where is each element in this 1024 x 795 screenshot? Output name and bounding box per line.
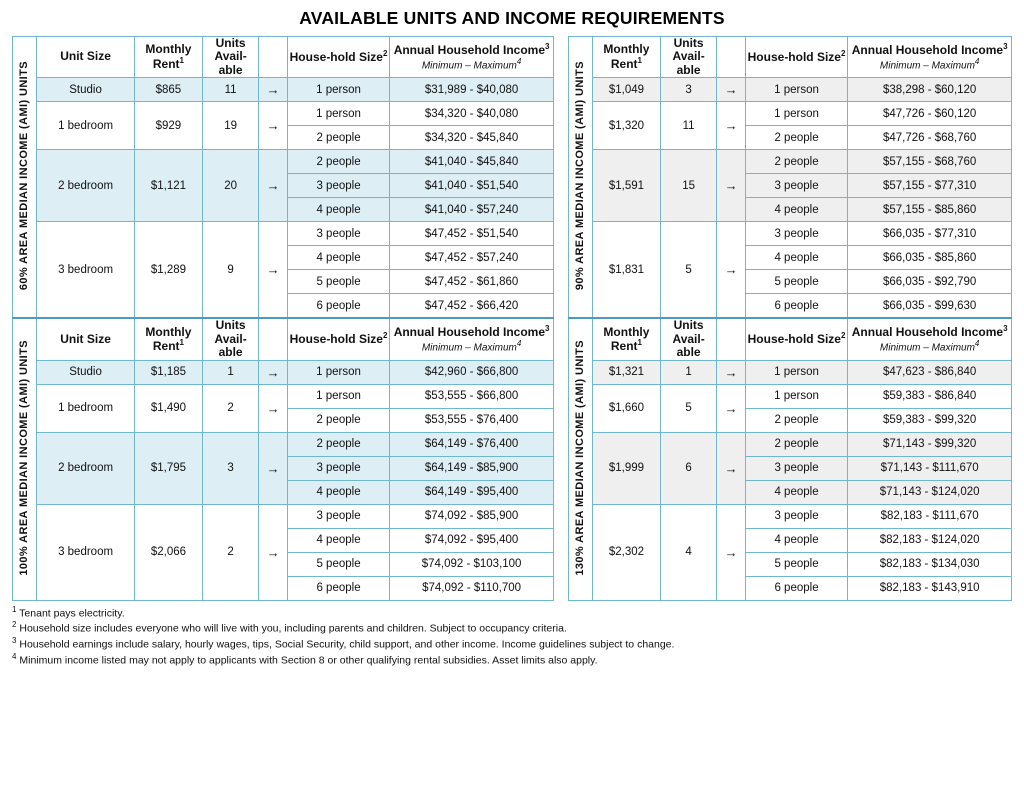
cell-monthly-rent: $1,121	[135, 150, 203, 222]
cell-annual-income: $47,726 - $60,120	[848, 102, 1012, 126]
arrow-icon: →	[259, 432, 287, 504]
cell-annual-income: $59,383 - $86,840	[848, 384, 1012, 408]
cell-household-size: 1 person	[745, 360, 848, 384]
cell-unit-size: 2 bedroom	[36, 150, 134, 222]
cell-annual-income: $66,035 - $99,630	[848, 294, 1012, 319]
cell-annual-income: $57,155 - $85,860	[848, 198, 1012, 222]
cell-annual-income: $82,183 - $111,670	[848, 504, 1012, 528]
cell-annual-income: $64,149 - $85,900	[390, 456, 554, 480]
header-arrow-spacer	[259, 318, 287, 360]
cell-units-available: 19	[202, 102, 259, 150]
cell-annual-income: $47,452 - $51,540	[390, 222, 554, 246]
table-body	[13, 37, 1012, 601]
cell-household-size: 4 people	[745, 528, 848, 552]
cell-annual-income: $41,040 - $45,840	[390, 150, 554, 174]
cell-household-size: 4 people	[745, 246, 848, 270]
header-unit-size: Unit Size	[36, 37, 134, 78]
cell-household-size: 5 people	[745, 270, 848, 294]
units-income-table	[12, 36, 1012, 601]
header-annual-income: Annual Household Income$^3$ Minimum – Maximum$^4$	[848, 37, 1012, 78]
header-monthly-rent: Monthly Rent$^1$	[593, 318, 661, 360]
cell-annual-income: $47,623 - $86,840	[848, 360, 1012, 384]
cell-annual-income: $64,149 - $76,400	[390, 432, 554, 456]
cell-monthly-rent: $1,660	[593, 384, 661, 432]
header-units-available: Units Avail-able	[660, 37, 717, 78]
cell-annual-income: $82,183 - $124,020	[848, 528, 1012, 552]
cell-monthly-rent: $1,320	[593, 102, 661, 150]
table-row	[13, 432, 1012, 456]
cell-household-size: 5 people	[287, 270, 390, 294]
cell-monthly-rent: $1,049	[593, 78, 661, 102]
header-units-available: Units Avail-able	[202, 318, 259, 360]
cell-household-size: 4 people	[287, 198, 390, 222]
page-title: AVAILABLE UNITS AND INCOME REQUIREMENTS	[299, 8, 725, 28]
cell-annual-income: $53,555 - $66,800	[390, 384, 554, 408]
header-monthly-rent: Monthly Rent$^1$	[135, 318, 203, 360]
cell-household-size: 2 people	[745, 126, 848, 150]
cell-annual-income: $47,452 - $61,860	[390, 270, 554, 294]
table-row	[13, 150, 1012, 174]
cell-units-available: 15	[660, 150, 717, 222]
arrow-icon: →	[717, 432, 745, 504]
cell-annual-income: $38,298 - $60,120	[848, 78, 1012, 102]
cell-units-available: 20	[202, 150, 259, 222]
cell-annual-income: $57,155 - $77,310	[848, 174, 1012, 198]
header-arrow-spacer	[717, 318, 745, 360]
cell-monthly-rent: $929	[135, 102, 203, 150]
cell-household-size: 2 people	[745, 432, 848, 456]
cell-units-available: 2	[202, 384, 259, 432]
cell-household-size: 6 people	[745, 576, 848, 600]
cell-annual-income: $47,452 - $57,240	[390, 246, 554, 270]
footnotes	[12, 605, 1012, 668]
header-annual-income: Annual Household Income$^3$ Minimum – Maximum$^4$	[848, 318, 1012, 360]
band-label-ami90: 90% AREA MEDIAN INCOME (AMI) UNITS	[569, 37, 593, 319]
column-gap	[553, 318, 568, 600]
header-household-size: House-hold Size$^2$	[287, 318, 390, 360]
cell-household-size: 3 people	[745, 456, 848, 480]
header-units-available: Units Avail-able	[202, 37, 259, 78]
arrow-icon: →	[717, 504, 745, 600]
arrow-icon: →	[259, 222, 287, 319]
cell-unit-size: 1 bedroom	[36, 384, 134, 432]
cell-units-available: 3	[202, 432, 259, 504]
cell-annual-income: $42,960 - $66,800	[390, 360, 554, 384]
arrow-icon: →	[259, 384, 287, 432]
arrow-icon: →	[717, 384, 745, 432]
arrow-icon: →	[259, 102, 287, 150]
cell-monthly-rent: $1,289	[135, 222, 203, 319]
cell-household-size: 1 person	[287, 102, 390, 126]
cell-units-available: 3	[660, 78, 717, 102]
cell-household-size: 3 people	[745, 504, 848, 528]
arrow-icon: →	[717, 150, 745, 222]
cell-household-size: 2 people	[287, 408, 390, 432]
cell-household-size: 3 people	[287, 504, 390, 528]
cell-unit-size: 3 bedroom	[36, 222, 134, 319]
table-row	[13, 78, 1012, 102]
footnote: $^1$ Tenant pays electricity.	[12, 604, 125, 620]
cell-household-size: 4 people	[287, 246, 390, 270]
cell-household-size: 4 people	[287, 528, 390, 552]
arrow-icon: →	[259, 78, 287, 102]
table-row	[13, 360, 1012, 384]
cell-unit-size: Studio	[36, 360, 134, 384]
cell-unit-size: Studio	[36, 78, 134, 102]
header-arrow-spacer	[717, 37, 745, 78]
header-household-size: House-hold Size$^2$	[745, 37, 848, 78]
table-row	[13, 504, 1012, 528]
cell-monthly-rent: $1,185	[135, 360, 203, 384]
cell-monthly-rent: $1,999	[593, 432, 661, 504]
cell-annual-income: $74,092 - $95,400	[390, 528, 554, 552]
cell-units-available: 4	[660, 504, 717, 600]
cell-annual-income: $59,383 - $99,320	[848, 408, 1012, 432]
header-arrow-spacer	[259, 37, 287, 78]
cell-household-size: 2 people	[745, 150, 848, 174]
cell-annual-income: $47,452 - $66,420	[390, 294, 554, 319]
cell-household-size: 1 person	[287, 360, 390, 384]
cell-household-size: 1 person	[287, 384, 390, 408]
cell-annual-income: $31,989 - $40,080	[390, 78, 554, 102]
cell-household-size: 2 people	[745, 408, 848, 432]
cell-monthly-rent: $1,831	[593, 222, 661, 319]
cell-annual-income: $34,320 - $40,080	[390, 102, 554, 126]
arrow-icon: →	[717, 222, 745, 319]
cell-monthly-rent: $1,490	[135, 384, 203, 432]
cell-household-size: 4 people	[287, 480, 390, 504]
cell-annual-income: $82,183 - $134,030	[848, 552, 1012, 576]
header-household-size: House-hold Size$^2$	[745, 318, 848, 360]
cell-units-available: 1	[202, 360, 259, 384]
header-household-size: House-hold Size$^2$	[287, 37, 390, 78]
cell-annual-income: $66,035 - $77,310	[848, 222, 1012, 246]
cell-household-size: 4 people	[745, 198, 848, 222]
cell-household-size: 3 people	[745, 174, 848, 198]
cell-household-size: 6 people	[287, 576, 390, 600]
cell-monthly-rent: $1,591	[593, 150, 661, 222]
cell-units-available: 5	[660, 384, 717, 432]
cell-monthly-rent: $1,321	[593, 360, 661, 384]
cell-annual-income: $71,143 - $124,020	[848, 480, 1012, 504]
cell-annual-income: $66,035 - $85,860	[848, 246, 1012, 270]
arrow-icon: →	[259, 360, 287, 384]
cell-monthly-rent: $2,302	[593, 504, 661, 600]
cell-annual-income: $71,143 - $99,320	[848, 432, 1012, 456]
cell-annual-income: $47,726 - $68,760	[848, 126, 1012, 150]
cell-annual-income: $66,035 - $92,790	[848, 270, 1012, 294]
arrow-icon: →	[717, 360, 745, 384]
cell-annual-income: $57,155 - $68,760	[848, 150, 1012, 174]
table-row	[13, 102, 1012, 126]
arrow-icon: →	[259, 504, 287, 600]
band-label-ami100: 100% AREA MEDIAN INCOME (AMI) UNITS	[13, 318, 37, 600]
cell-units-available: 2	[202, 504, 259, 600]
cell-monthly-rent: $2,066	[135, 504, 203, 600]
cell-annual-income: $64,149 - $95,400	[390, 480, 554, 504]
cell-household-size: 3 people	[745, 222, 848, 246]
cell-annual-income: $34,320 - $45,840	[390, 126, 554, 150]
cell-annual-income: $74,092 - $110,700	[390, 576, 554, 600]
cell-annual-income: $41,040 - $57,240	[390, 198, 554, 222]
arrow-icon: →	[717, 78, 745, 102]
cell-household-size: 1 person	[745, 78, 848, 102]
cell-units-available: 9	[202, 222, 259, 319]
cell-units-available: 11	[660, 102, 717, 150]
cell-units-available: 11	[202, 78, 259, 102]
arrow-icon: →	[717, 102, 745, 150]
cell-annual-income: $82,183 - $143,910	[848, 576, 1012, 600]
cell-unit-size: 2 bedroom	[36, 432, 134, 504]
column-gap	[553, 37, 568, 319]
cell-household-size: 3 people	[287, 222, 390, 246]
header-annual-income: Annual Household Income$^3$ Minimum – Maximum$^4$	[390, 318, 554, 360]
cell-household-size: 5 people	[287, 552, 390, 576]
cell-annual-income: $53,555 - $76,400	[390, 408, 554, 432]
cell-household-size: 1 person	[745, 102, 848, 126]
band-label-ami60: 60% AREA MEDIAN INCOME (AMI) UNITS	[13, 37, 37, 319]
cell-units-available: 6	[660, 432, 717, 504]
footnote: $^3$ Household earnings include salary, hourly wages, tips, Social Security, child support, and other income. Income guidelines subject to change.	[12, 635, 675, 651]
cell-household-size: 5 people	[745, 552, 848, 576]
header-annual-income: Annual Household Income$^3$ Minimum – Maximum$^4$	[390, 37, 554, 78]
cell-unit-size: 3 bedroom	[36, 504, 134, 600]
cell-annual-income: $74,092 - $85,900	[390, 504, 554, 528]
table-row	[13, 384, 1012, 408]
cell-monthly-rent: $1,795	[135, 432, 203, 504]
header-monthly-rent: Monthly Rent$^1$	[593, 37, 661, 78]
cell-household-size: 6 people	[745, 294, 848, 319]
cell-annual-income: $41,040 - $51,540	[390, 174, 554, 198]
cell-units-available: 5	[660, 222, 717, 319]
cell-household-size: 6 people	[287, 294, 390, 319]
cell-monthly-rent: $865	[135, 78, 203, 102]
cell-household-size: 3 people	[287, 174, 390, 198]
table-row	[13, 222, 1012, 246]
header-unit-size: Unit Size	[36, 318, 134, 360]
footnote: $^4$ Minimum income listed may not apply to applicants with Section 8 or other qualifying rental subsidies. Asset limits also apply.	[12, 651, 598, 667]
cell-household-size: 2 people	[287, 126, 390, 150]
cell-household-size: 2 people	[287, 150, 390, 174]
cell-household-size: 1 person	[745, 384, 848, 408]
footnote: $^2$ Household size includes everyone who will live with you, including parents and children. Subject to occupancy criteria.	[12, 620, 567, 635]
cell-household-size: 2 people	[287, 432, 390, 456]
cell-household-size: 1 person	[287, 78, 390, 102]
band-label-ami130: 130% AREA MEDIAN INCOME (AMI) UNITS	[569, 318, 593, 600]
header-monthly-rent: Monthly Rent$^1$	[135, 37, 203, 78]
header-units-available: Units Avail-able	[660, 318, 717, 360]
cell-units-available: 1	[660, 360, 717, 384]
cell-household-size: 4 people	[745, 480, 848, 504]
cell-annual-income: $74,092 - $103,100	[390, 552, 554, 576]
cell-household-size: 3 people	[287, 456, 390, 480]
cell-unit-size: 1 bedroom	[36, 102, 134, 150]
cell-annual-income: $71,143 - $111,670	[848, 456, 1012, 480]
arrow-icon: →	[259, 150, 287, 222]
